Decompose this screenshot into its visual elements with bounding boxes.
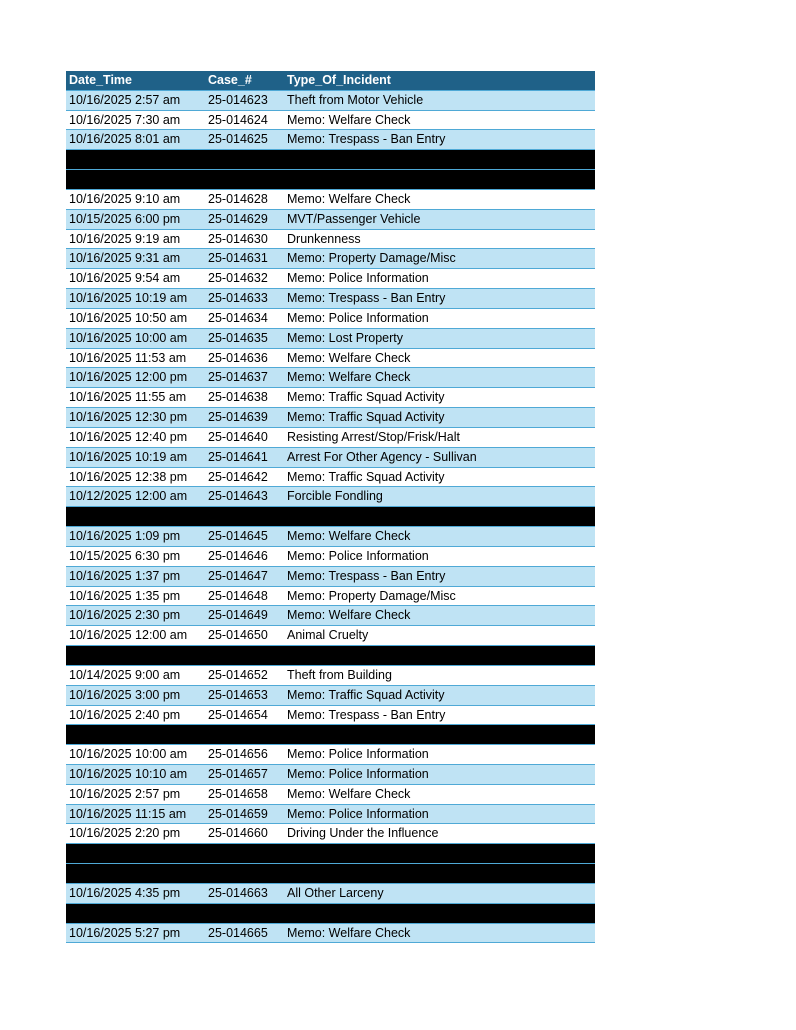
table-row [66,587,595,607]
cell-case-number: 25-014643 [208,489,268,504]
cell-type-of-incident: MVT/Passenger Vehicle [287,211,421,226]
cell-date-time: 10/16/2025 2:20 pm [69,826,181,841]
table-row [66,269,595,289]
cell-case-number: 25-014629 [208,211,268,226]
cell-date-time: 10/16/2025 10:19 am [69,291,188,306]
cell-type-of-incident: Memo: Traffic Squad Activity [287,410,445,425]
cell-type-of-incident: Memo: Police Information [287,747,429,762]
cell-case-number: 25-014656 [208,747,268,762]
cell-case-number: 25-014648 [208,588,268,603]
header-date-time: Date_Time [69,73,132,87]
cell-type-of-incident: Memo: Trespass - Ban Entry [287,707,446,722]
cell-case-number: 25-014665 [208,925,268,940]
cell-type-of-incident: Driving Under the Influence [287,826,439,841]
cell-date-time: 10/16/2025 12:00 pm [69,370,188,385]
cell-date-time: 10/16/2025 9:10 am [69,191,181,206]
table-row [66,428,595,448]
redacted-row [66,844,595,864]
cell-case-number: 25-014654 [208,707,268,722]
cell-type-of-incident: Memo: Welfare Check [287,191,411,206]
cell-date-time: 10/16/2025 10:10 am [69,766,188,781]
cell-date-time: 10/16/2025 5:27 pm [69,925,181,940]
table-row [66,626,595,646]
cell-type-of-incident: Memo: Welfare Check [287,112,411,127]
cell-case-number: 25-014645 [208,529,268,544]
table-row [66,388,595,408]
redacted-row [66,170,595,190]
cell-date-time: 10/16/2025 11:55 am [69,390,187,405]
cell-case-number: 25-014634 [208,310,268,325]
cell-date-time: 10/16/2025 2:57 pm [69,786,181,801]
table-row [66,606,595,626]
table-row [66,309,595,329]
table-row [66,368,595,388]
table-row [66,567,595,587]
redacted-row [66,904,595,924]
cell-date-time: 10/16/2025 12:38 pm [69,469,188,484]
cell-date-time: 10/16/2025 10:00 am [69,747,188,762]
cell-type-of-incident: Memo: Traffic Squad Activity [287,390,445,405]
table-row [66,527,595,547]
cell-type-of-incident: Memo: Police Information [287,766,429,781]
cell-case-number: 25-014628 [208,191,268,206]
table-row [66,686,595,706]
redacted-row [66,646,595,666]
table-row [66,785,595,805]
cell-type-of-incident: Memo: Property Damage/Misc [287,251,456,266]
cell-type-of-incident: Memo: Police Information [287,271,429,286]
table-row [66,824,595,844]
cell-date-time: 10/16/2025 3:00 pm [69,687,181,702]
table-row [66,706,595,726]
table-row [66,884,595,904]
cell-case-number: 25-014631 [208,251,268,266]
table-row [66,349,595,369]
cell-case-number: 25-014663 [208,885,268,900]
cell-case-number: 25-014659 [208,806,268,821]
header-type-of-incident: Type_Of_Incident [287,73,391,87]
cell-type-of-incident: Forcible Fondling [287,489,383,504]
table-row [66,765,595,785]
cell-date-time: 10/16/2025 11:53 am [69,350,187,365]
redacted-row [66,725,595,745]
table-row [66,190,595,210]
cell-type-of-incident: Memo: Lost Property [287,330,404,345]
cell-date-time: 10/15/2025 6:00 pm [69,211,181,226]
cell-date-time: 10/16/2025 10:00 am [69,330,188,345]
cell-type-of-incident: Memo: Police Information [287,548,429,563]
table-row [66,230,595,250]
cell-date-time: 10/16/2025 12:00 am [69,628,188,643]
incident-log-table [66,71,595,943]
table-row [66,924,595,944]
cell-date-time: 10/16/2025 2:30 pm [69,608,181,623]
cell-case-number: 25-014652 [208,667,268,682]
cell-type-of-incident: Theft from Motor Vehicle [287,92,424,107]
cell-type-of-incident: Memo: Police Information [287,310,429,325]
table-row [66,210,595,230]
cell-type-of-incident: Memo: Welfare Check [287,608,411,623]
cell-case-number: 25-014646 [208,548,268,563]
cell-date-time: 10/16/2025 11:15 am [69,806,187,821]
table-row [66,408,595,428]
cell-date-time: 10/16/2025 12:30 pm [69,410,188,425]
cell-case-number: 25-014650 [208,628,268,643]
cell-case-number: 25-014649 [208,608,268,623]
cell-case-number: 25-014639 [208,410,268,425]
cell-date-time: 10/16/2025 2:40 pm [69,707,181,722]
cell-type-of-incident: Memo: Property Damage/Misc [287,588,456,603]
cell-case-number: 25-014658 [208,786,268,801]
cell-type-of-incident: Memo: Trespass - Ban Entry [287,132,446,147]
cell-date-time: 10/16/2025 4:35 pm [69,885,181,900]
cell-type-of-incident: Memo: Welfare Check [287,529,411,544]
cell-type-of-incident: Arrest For Other Agency - Sullivan [287,449,477,464]
cell-case-number: 25-014660 [208,826,268,841]
cell-case-number: 25-014630 [208,231,268,246]
table-row [66,745,595,765]
cell-case-number: 25-014635 [208,330,268,345]
table-row [66,487,595,507]
cell-date-time: 10/16/2025 8:01 am [69,132,181,147]
cell-type-of-incident: Memo: Trespass - Ban Entry [287,291,446,306]
cell-type-of-incident: Memo: Police Information [287,806,429,821]
table-row [66,468,595,488]
cell-type-of-incident: Theft from Building [287,667,392,682]
table-row [66,111,595,131]
header-case-number: Case_# [208,73,252,87]
cell-case-number: 25-014647 [208,568,268,583]
cell-date-time: 10/16/2025 2:57 am [69,92,181,107]
cell-case-number: 25-014636 [208,350,268,365]
cell-case-number: 25-014637 [208,370,268,385]
cell-case-number: 25-014640 [208,429,268,444]
redacted-row [66,864,595,884]
table-row [66,666,595,686]
cell-date-time: 10/16/2025 7:30 am [69,112,181,127]
cell-date-time: 10/16/2025 12:40 pm [69,429,188,444]
cell-case-number: 25-014653 [208,687,268,702]
cell-date-time: 10/16/2025 9:54 am [69,271,181,286]
table-row [66,547,595,567]
table-row [66,249,595,269]
table-body [66,91,595,944]
redacted-row [66,507,595,527]
table-row [66,289,595,309]
cell-case-number: 25-014623 [208,92,268,107]
cell-case-number: 25-014632 [208,271,268,286]
table-row [66,805,595,825]
cell-case-number: 25-014642 [208,469,268,484]
cell-type-of-incident: Memo: Welfare Check [287,350,411,365]
cell-date-time: 10/16/2025 10:19 am [69,449,188,464]
cell-case-number: 25-014657 [208,766,268,781]
cell-type-of-incident: Animal Cruelty [287,628,369,643]
table-row [66,448,595,468]
cell-date-time: 10/15/2025 6:30 pm [69,548,181,563]
cell-type-of-incident: Drunkenness [287,231,361,246]
cell-type-of-incident: Memo: Traffic Squad Activity [287,687,445,702]
cell-case-number: 25-014625 [208,132,268,147]
cell-case-number: 25-014641 [208,449,268,464]
cell-type-of-incident: Memo: Welfare Check [287,925,411,940]
cell-type-of-incident: All Other Larceny [287,885,384,900]
cell-date-time: 10/16/2025 1:09 pm [69,529,181,544]
cell-type-of-incident: Memo: Welfare Check [287,370,411,385]
cell-date-time: 10/14/2025 9:00 am [69,667,181,682]
table-row [66,329,595,349]
cell-date-time: 10/16/2025 1:37 pm [69,568,181,583]
redacted-row [66,150,595,170]
cell-type-of-incident: Resisting Arrest/Stop/Frisk/Halt [287,429,460,444]
cell-date-time: 10/16/2025 9:31 am [69,251,181,266]
cell-date-time: 10/16/2025 9:19 am [69,231,181,246]
cell-case-number: 25-014624 [208,112,268,127]
table-header-row [66,71,595,91]
cell-date-time: 10/16/2025 1:35 pm [69,588,181,603]
cell-type-of-incident: Memo: Trespass - Ban Entry [287,568,446,583]
cell-case-number: 25-014638 [208,390,268,405]
table-row [66,130,595,150]
cell-date-time: 10/12/2025 12:00 am [69,489,188,504]
table-row [66,91,595,111]
cell-type-of-incident: Memo: Traffic Squad Activity [287,469,445,484]
cell-type-of-incident: Memo: Welfare Check [287,786,411,801]
cell-date-time: 10/16/2025 10:50 am [69,310,188,325]
cell-case-number: 25-014633 [208,291,268,306]
